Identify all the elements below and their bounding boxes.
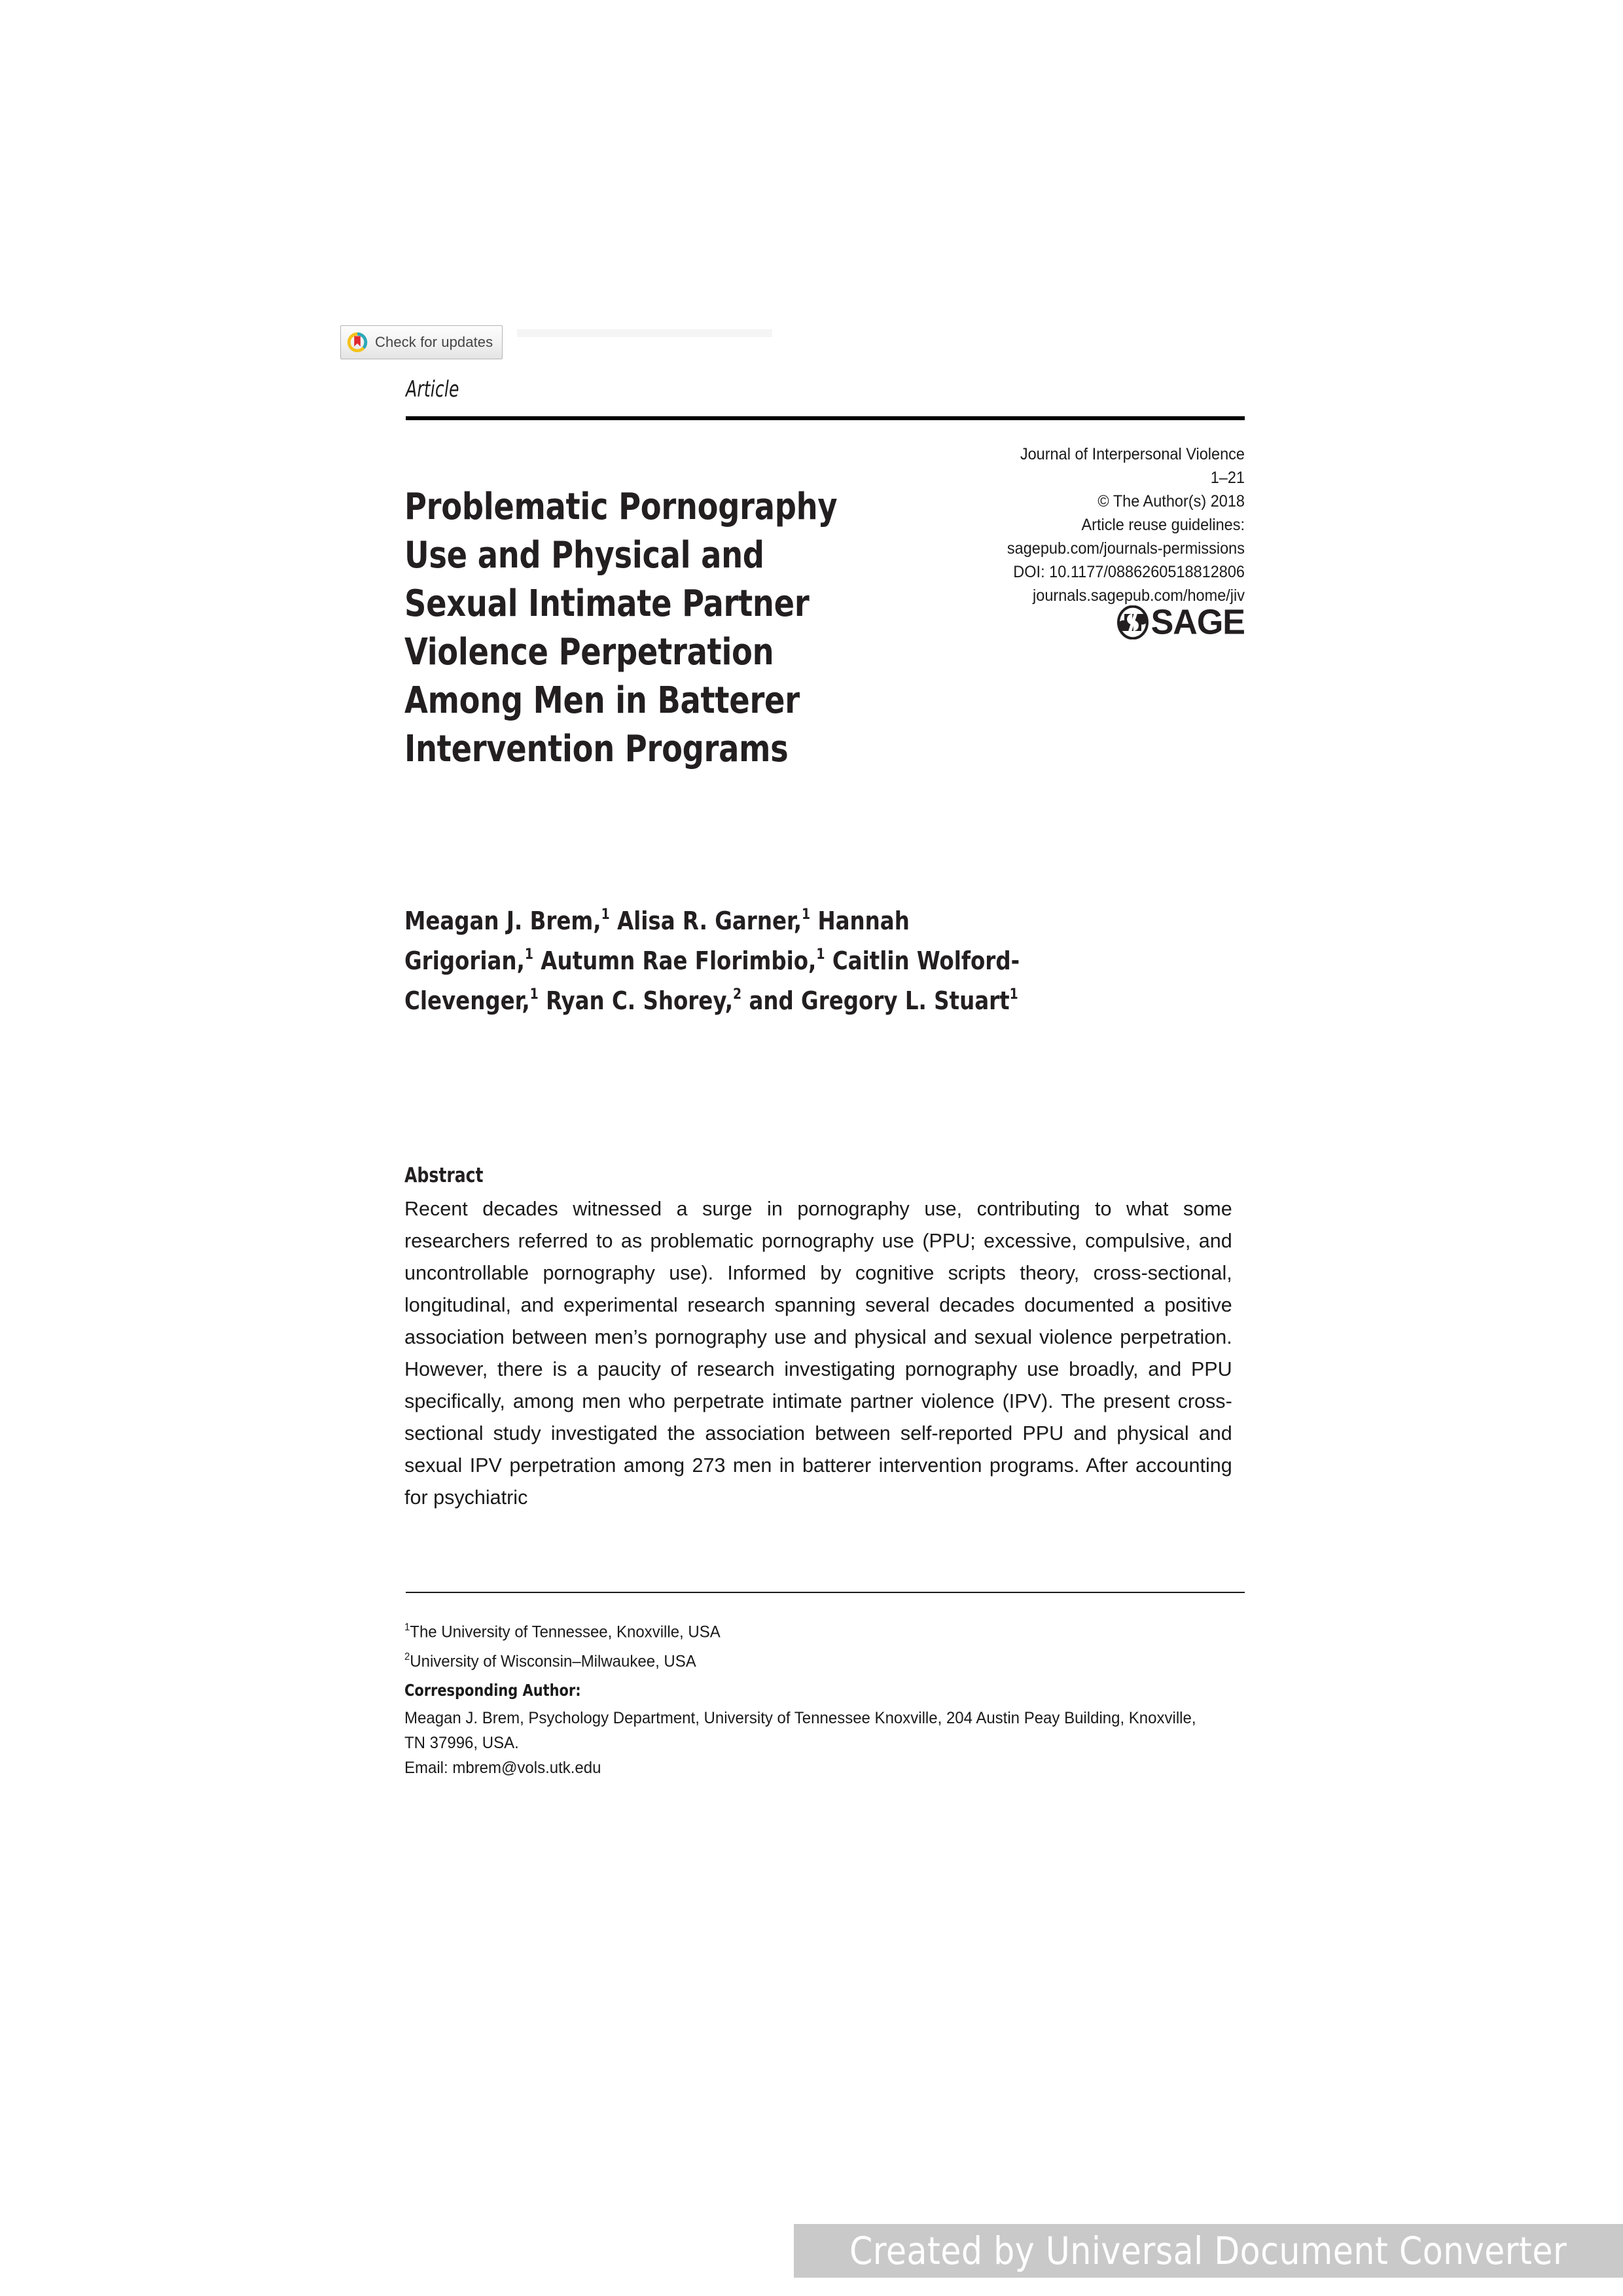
affiliation-text: The University of Tennessee, Knoxville, USA [410,1623,721,1641]
footnote-rule [406,1592,1245,1593]
affiliation-item [404,1645,1211,1674]
author-entry: Autumn Rae Florimbio,$^1$ [541,946,825,975]
author-entry: Hannah Grigorian,$^1$ [404,906,910,975]
author-entry: Ryan C. Shorey,$^2$ [546,986,742,1015]
sage-logo [1116,602,1245,643]
author-list [404,898,1026,1018]
author-affiliation-marker: 2 [733,986,742,1003]
header-rule [406,416,1245,420]
sage-circle-icon [1116,605,1150,639]
author-entry: Caitlin Wolford-Clevenger,$^1$ [404,946,1020,1015]
affiliation-text: University of Wisconsin–Milwaukee, USA [410,1652,696,1671]
author-affiliation-marker: 1 [529,986,539,1003]
doi-line[interactable]: DOI: 10.1177/0886260518812806 [1013,563,1245,581]
watermark-text: Created by Universal Document Converter [849,2229,1567,2273]
journal-metadata [851,442,1245,607]
affiliation-marker: 1 [404,1622,410,1633]
author-entry: Alisa R. Garner,$^1$ [616,906,811,935]
page-title: Problematic Pornography Use and Physical and Sexual Intimate Partner Violence Perpetration Among Men in Batterer Intervention Programs [404,485,838,770]
watermark-bar [794,2224,1623,2278]
journal-name: Journal of Interpersonal Violence [1020,445,1245,463]
crossmark-icon [346,331,368,353]
corresponding-author-email[interactable]: Email: mbrem@vols.utk.edu [404,1759,601,1777]
author-affiliation-marker: 1 [524,946,533,963]
abstract-heading: Abstract [404,1164,484,1187]
author-affiliation-marker: 1 [601,906,610,923]
corresponding-author-address: Meagan J. Brem, Psychology Department, University of Tennessee Knoxville, 204 Austin Peay Building, Knoxville, TN 37996, USA. [404,1709,1196,1752]
check-for-updates-label: Check for updates [375,334,493,350]
page-range: 1–21 [1210,469,1245,487]
check-for-updates-badge[interactable] [340,325,503,359]
journal-home-url[interactable]: journals.sagepub.com/home/jiv [1033,586,1245,605]
author-affiliation-marker: 1 [802,906,811,923]
affiliation-item [404,1615,1211,1645]
author-affiliation-marker: 1 [816,946,825,963]
article-type-label: Article [406,376,459,403]
affiliation-list [404,1615,1211,1674]
corresponding-author-heading: Corresponding Author: [404,1681,581,1700]
permissions-url[interactable]: sagepub.com/journals-permissions [1007,539,1245,558]
reuse-guidelines-label: Article reuse guidelines: [1081,516,1245,534]
affiliation-marker: 2 [404,1651,410,1662]
copyright-line: © The Author(s) 2018 [1097,492,1245,511]
scan-artifact [517,329,772,337]
author-entry: Meagan J. Brem,$^1$ [404,906,610,935]
corresponding-author-block [404,1706,1215,1780]
author-entry: and Gregory L. Stuart$^1$ [749,986,1018,1015]
abstract-text: Recent decades witnessed a surge in pornography use, contributing to what some researchers referred to as problematic pornography use (PPU; excessive, compulsive, and uncontrollable pornography use). Informed by cognitive scripts theory, cross-sectional, longitudinal, and experimental research spanning several decades documented a positive association between men’s pornography use and physical and sexual violence perpetration. However, there is a paucity of research investigating pornography use broadly, and PPU specifically, among men who perpetrate intimate partner violence (IPV). The present cross-sectional study investigated the association between self-reported PPU and physical and sexual IPV perpetration among 273 men in batterer intervention programs. After accounting for psychiatric [404,1197,1232,1509]
author-affiliation-marker: 1 [1009,986,1018,1003]
sage-wordmark: SAGE [1150,602,1245,643]
